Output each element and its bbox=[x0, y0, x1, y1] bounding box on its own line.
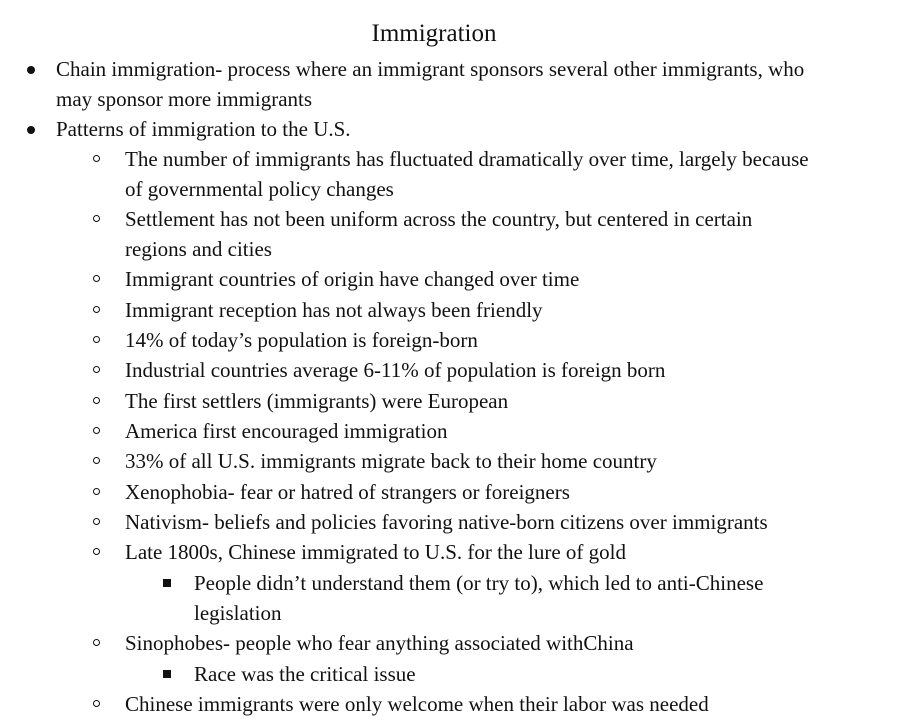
bullet-circle-icon bbox=[93, 548, 100, 555]
sub-bullet-text: Settlement has not been uniform across the country, but centered in certain bbox=[125, 207, 753, 231]
bullet-circle-icon bbox=[93, 306, 100, 313]
sub-sub-bullet-text-continuation: legislation bbox=[194, 601, 282, 625]
sub-bullet-text-continuation: of governmental policy changes bbox=[125, 177, 394, 201]
bullet-text-continuation: may sponsor more immigrants bbox=[56, 87, 313, 111]
bullet-circle-icon bbox=[93, 155, 100, 162]
sub-bullet-text: Late 1800s, Chinese immigrated to U.S. for the lure of gold bbox=[125, 540, 626, 564]
sub-bullet-text: The number of immigrants has fluctuated dramatically over time, largely because bbox=[125, 147, 809, 171]
sub-bullet-text: Nativism- beliefs and policies favoring native-born citizens over immigrants bbox=[125, 510, 768, 534]
bullet-circle-icon bbox=[93, 427, 100, 434]
bullet-circle-icon bbox=[93, 518, 100, 525]
bullet-text: Patterns of immigration to the U.S. bbox=[56, 117, 351, 141]
bullet-circle-icon bbox=[93, 700, 100, 707]
sub-bullet-text: The first settlers (immigrants) were European bbox=[125, 389, 509, 413]
bullet-disc-icon bbox=[27, 66, 35, 74]
bullet-circle-icon bbox=[93, 488, 100, 495]
sub-sub-bullet-text: Race was the critical issue bbox=[194, 662, 416, 686]
bullet-text: Chain immigration- process where an immigrant sponsors several other immigrants, who bbox=[56, 57, 805, 81]
sub-bullet-text: America first encouraged immigration bbox=[125, 419, 448, 443]
sub-bullet-text: Immigrant countries of origin have changed over time bbox=[125, 267, 580, 291]
sub-bullet-text: Sinophobes- people who fear anything associated withChina bbox=[125, 631, 634, 655]
sub-bullet-text: Chinese immigrants were only welcome when their labor was needed bbox=[125, 692, 709, 716]
bullet-circle-icon bbox=[93, 215, 100, 222]
bullet-circle-icon bbox=[93, 457, 100, 464]
bullet-circle-icon bbox=[93, 639, 100, 646]
bullet-circle-icon bbox=[93, 336, 100, 343]
sub-bullet-text-continuation: regions and cities bbox=[125, 237, 272, 261]
bullet-circle-icon bbox=[93, 397, 100, 404]
sub-sub-bullet-text: People didn’t understand them (or try to), which led to anti-Chinese bbox=[194, 571, 764, 595]
sub-bullet-text: Immigrant reception has not always been friendly bbox=[125, 298, 543, 322]
bullet-square-icon bbox=[163, 670, 171, 678]
bullet-square-icon bbox=[163, 579, 171, 587]
bullet-circle-icon bbox=[93, 366, 100, 373]
sub-bullet-text: 33% of all U.S. immigrants migrate back to their home country bbox=[125, 449, 657, 473]
sub-bullet-text: Industrial countries average 6-11% of population is foreign born bbox=[125, 358, 666, 382]
bullet-circle-icon bbox=[93, 275, 100, 282]
document-title: Immigration bbox=[371, 20, 497, 47]
sub-bullet-text: 14% of today’s population is foreign-born bbox=[125, 328, 478, 352]
sub-bullet-text: Xenophobia- fear or hatred of strangers or foreigners bbox=[125, 480, 570, 504]
bullet-disc-icon bbox=[27, 126, 35, 134]
